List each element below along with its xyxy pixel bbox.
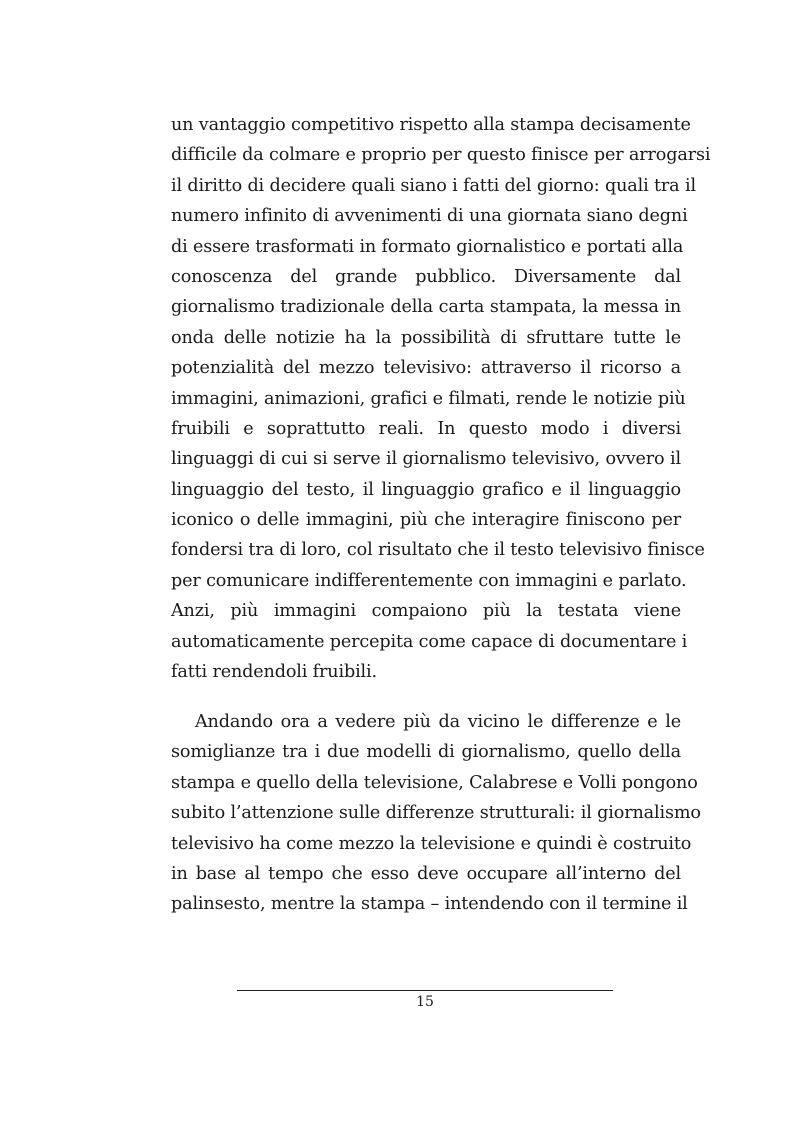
text-line: difficile da colmare e proprio per questo finisce per arrogarsi xyxy=(171,145,711,166)
text-line: iconico o delle immagini, più che interagire finiscono per xyxy=(171,510,681,531)
text-line: per comunicare indifferentemente con immagini e parlato. xyxy=(171,570,687,591)
text-line: Andando ora a vedere più da vicino le differenze e le xyxy=(195,712,681,732)
text-line: automaticamente percepita come capace di documentare i xyxy=(171,631,688,652)
text-line: onda delle notizie ha la possibilità di sfruttare tutte le xyxy=(171,327,681,348)
text-line: in base al tempo che esso deve occupare all’interno del xyxy=(171,863,681,884)
text-line: televisivo ha come mezzo la televisione e quindi è costruito xyxy=(171,833,692,854)
text-line: fondersi tra di loro, col risultato che il testo televisivo finisce xyxy=(171,540,705,561)
text-line: numero infinito di avvenimenti di una giornata siano degni xyxy=(171,206,688,227)
text-line: stampa e quello della televisione, Calabrese e Volli pongono xyxy=(171,772,698,793)
paragraph-2 xyxy=(171,707,701,920)
text-line: subito l’attenzione sulle differenze strutturali: il giornalismo xyxy=(171,803,701,824)
text-line: immagini, animazioni, grafici e filmati, rende le notizie più xyxy=(171,388,686,409)
text-line: palinsesto, mentre la stampa – intendendo con il termine il xyxy=(171,894,688,915)
text-line: il diritto di decidere quali siano i fatti del giorno: quali tra il xyxy=(171,175,696,196)
paragraph-1 xyxy=(171,110,711,687)
text-line: un vantaggio competitivo rispetto alla stampa decisamente xyxy=(171,115,691,135)
text-line: di essere trasformati in formato giornalistico e portati alla xyxy=(171,236,684,257)
footer-divider xyxy=(237,990,613,991)
text-line: somiglianze tra i due modelli di giornalismo, quello della xyxy=(171,742,681,763)
text-line: fruibili e soprattutto reali. In questo modo i diversi xyxy=(171,418,681,439)
text-line: linguaggio del testo, il linguaggio grafico e il linguaggio xyxy=(171,479,681,500)
text-line: fatti rendendoli fruibili. xyxy=(171,662,377,683)
page-number: 15 xyxy=(416,994,434,1010)
text-line: giornalismo tradizionale della carta stampata, la messa in xyxy=(171,297,681,318)
text-line: potenzialità del mezzo televisivo: attraverso il ricorso a xyxy=(171,358,681,379)
text-line: Anzi, più immagini compaiono più la testata viene xyxy=(171,601,681,622)
text-line: linguaggi di cui si serve il giornalismo televisivo, ovvero il xyxy=(171,449,681,470)
text-line: conoscenza del grande pubblico. Diversamente dal xyxy=(171,266,681,287)
